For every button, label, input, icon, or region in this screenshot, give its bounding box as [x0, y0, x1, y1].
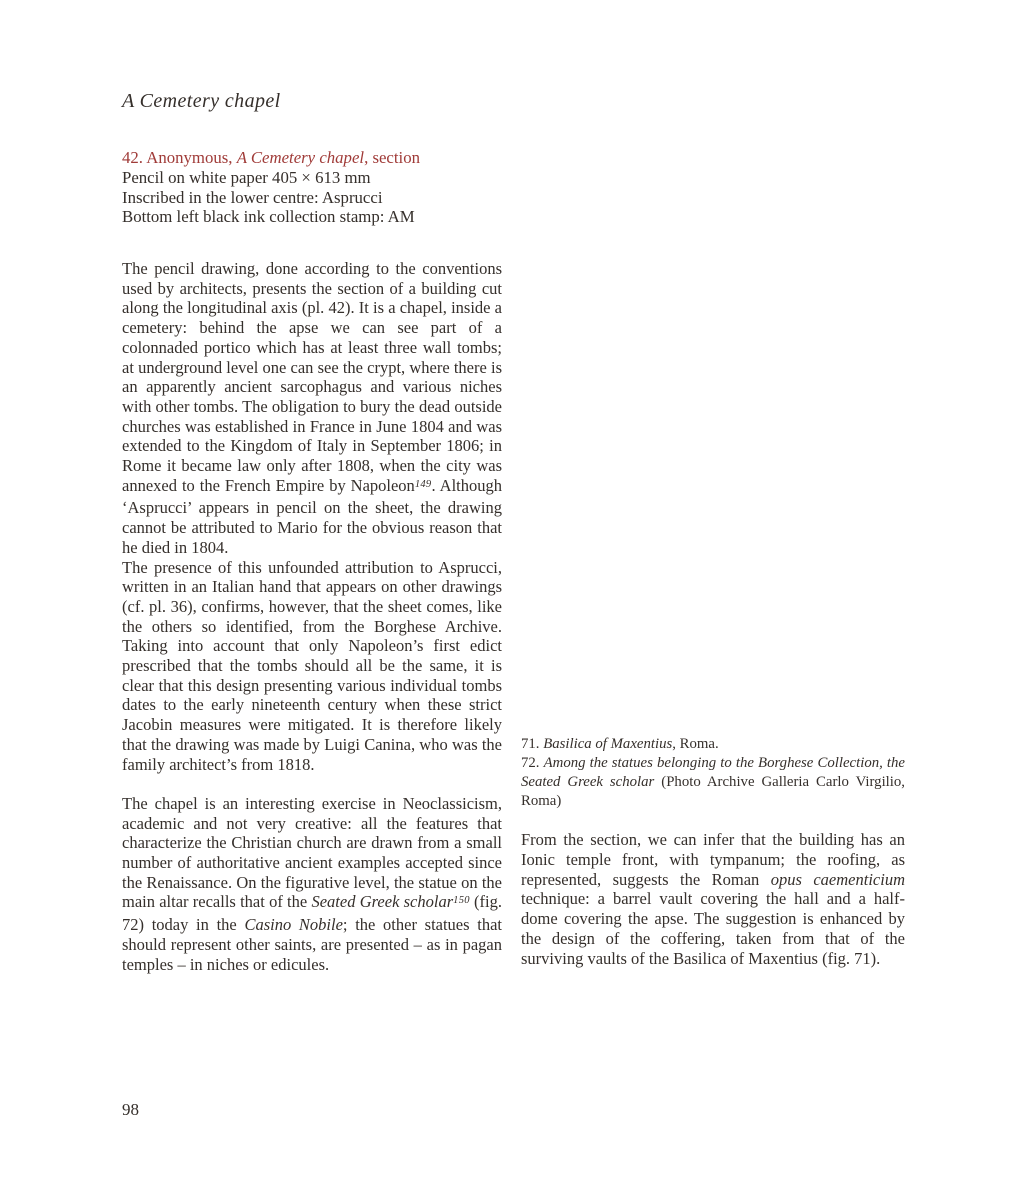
catalog-entry-heading: 42. Anonymous, A Cemetery chapel, section	[122, 148, 420, 167]
page-title: A Cemetery chapel	[122, 90, 281, 112]
left-column	[122, 259, 502, 974]
catalog-entry-stamp: Bottom left black ink collection stamp: AM	[122, 207, 415, 227]
body-paragraph-3: The chapel is an interesting exercise in Neoclassicism, academic and not very creative: all the features that characterize the Christian church are drawn from a small number of authoritative ancient examples accepted since the Renaissance. On the figurative level, the statue on the main altar recalls that of the Seated Greek scholar$^{150}$ (fig. 72) today in the Casino Nobile; the other statues that should represent other saints, are presented – as in pagan temples – in niches or edicules.	[122, 793, 502, 974]
body-paragraph-right: From the section, we can infer that the building has an Ionic temple front, with tympanum; the roofing, as represented, suggests the Roman opus caementicium technique: a barrel vault covering the hall and a half-dome covering the apse. The suggestion is enhanced by the design of the coffering, taken from that of the surviving vaults of the Basilica of Maxentius (fig. 71).	[521, 830, 905, 968]
catalog-entry-inscription: Inscribed in the lower centre: Asprucci	[122, 187, 383, 207]
catalog-entry-medium: Pencil on white paper 405 × 613 mm	[122, 167, 371, 187]
catalog-entry	[122, 148, 522, 227]
figure-captions	[521, 735, 905, 811]
body-paragraph-2: The presence of this unfounded attribution to Asprucci, written in an Italian hand that appears on other drawings (cf. pl. 36), confirms, however, that the sheet comes, like the others so identified, from the Borghese Archive. Taking into account that only Napoleon’s first edict prescribed that the tombs should all be the same, it is clear that this design presenting various individual tombs dates to the early nineteenth century when these strict Jacobin measures were mitigated. It is therefore likely that the drawing was made by Luigi Canina, who was the family architect’s from 1818.	[122, 557, 502, 774]
caption-fig-72: 72. Among the statues belonging to the Borghese Collection, the Seated Greek scholar (Photo Archive Galleria Carlo Virgilio, Roma)	[521, 755, 905, 809]
page-number: 98	[122, 1100, 139, 1119]
caption-fig-71: 71. Basilica of Maxentius, Roma.	[521, 736, 719, 752]
body-paragraph-1: The pencil drawing, done according to the conventions used by architects, presents the section of a building cut along the longitudinal axis (pl. 42). It is a chapel, inside a cemetery: behind the apse we can see part of a colonnaded portico which has at least three wall tombs; at underground level one can see the crypt, where there is an apparently ancient sarcophagus and various niches with other tombs. The obligation to bury the dead outside churches was established in France in June 1804 and was extended to the Kingdom of Italy in September 1806; in Rome it became law only after 1808, when the city was annexed to the French Empire by Napoleon$^{149}$. Although ‘Asprucci’ appears in pencil on the sheet, the drawing cannot be attributed to Mario for the obvious reason that he died in 1804.	[122, 259, 502, 557]
right-column	[521, 735, 905, 969]
